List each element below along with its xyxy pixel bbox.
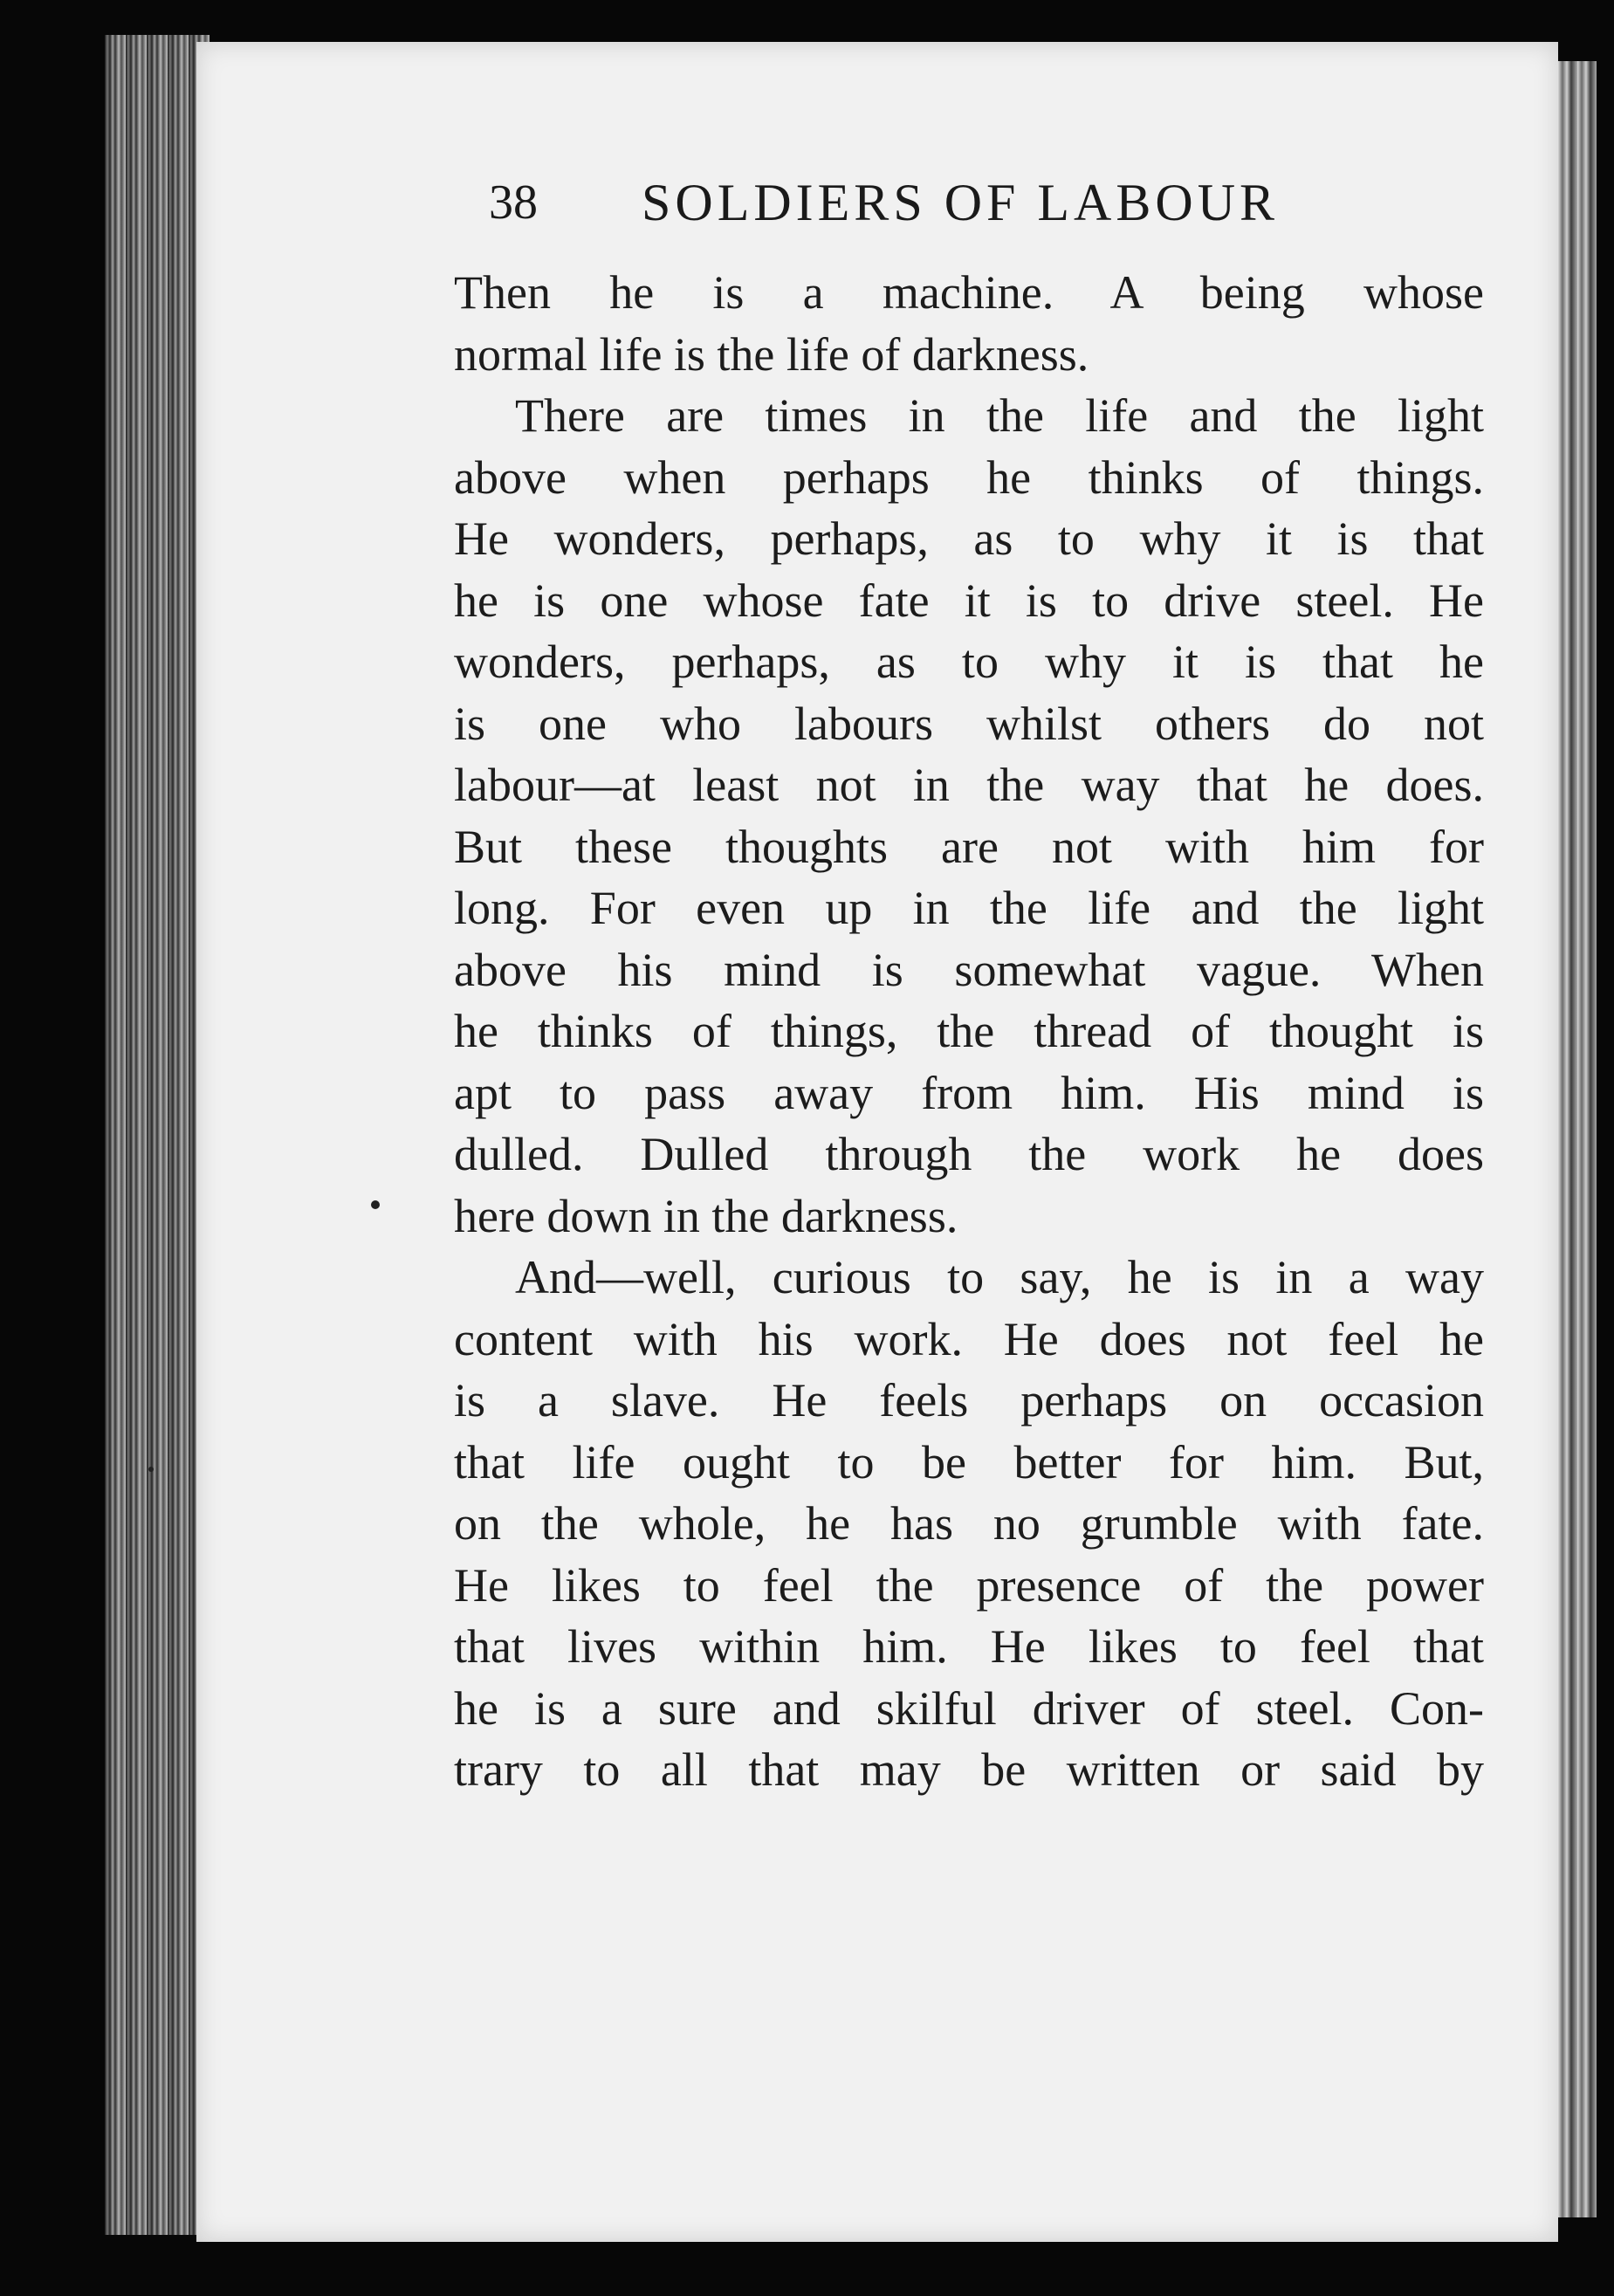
text-line: that lives within him. He likes to feel that — [454, 1620, 1484, 1673]
text-line: on the whole, he has no grumble with fate. — [454, 1497, 1484, 1550]
page-header — [467, 166, 1366, 253]
dust-speck — [148, 1467, 154, 1472]
text-line: above when perhaps he thinks of things. — [454, 450, 1484, 504]
text-line: he thinks of things, the thread of thought is — [454, 1005, 1484, 1057]
text-line: above his mind is somewhat vague. When — [454, 943, 1484, 996]
text-line: normal life is the life of darkness. — [454, 327, 1089, 381]
text-line: content with his work. He does not feel he — [454, 1312, 1484, 1365]
text-line: is a slave. He feels perhaps on occasion — [454, 1374, 1484, 1426]
right-page-edge — [1558, 61, 1597, 2217]
text-line: he is one whose fate it is to drive steel. He — [454, 574, 1484, 627]
text-line: is one who labours whilst others do not — [454, 697, 1484, 750]
text-line: And—well, curious to say, he is in a way — [515, 1251, 1484, 1303]
left-binding-gutter — [105, 35, 209, 2235]
body-text — [454, 262, 1484, 1801]
text-line: dulled. Dulled through the work he does — [454, 1128, 1484, 1180]
text-line: that life ought to be better for him. But, — [454, 1435, 1484, 1488]
paragraph — [454, 385, 1484, 1247]
text-line: long. For even up in the life and the light — [454, 882, 1484, 934]
text-line: trary to all that may be written or said by — [454, 1743, 1484, 1796]
text-line: He likes to feel the presence of the power — [454, 1558, 1484, 1612]
text-line: He wonders, perhaps, as to why it is that — [454, 512, 1484, 565]
paragraph — [454, 1247, 1484, 1801]
text-line: wonders, perhaps, as to why it is that he — [454, 636, 1484, 688]
text-line: apt to pass away from him. His mind is — [454, 1066, 1484, 1119]
dust-speck — [371, 1200, 380, 1209]
text-line: But these thoughts are not with him for — [454, 820, 1484, 873]
text-line: labour—at least not in the way that he does. — [454, 759, 1484, 811]
paragraph — [454, 262, 1484, 385]
text-line: There are times in the life and the light — [515, 389, 1484, 442]
running-title: SOLDIERS OF LABOUR — [642, 174, 1280, 231]
page-number: 38 — [489, 175, 538, 230]
text-line: here down in the darkness. — [454, 1189, 958, 1242]
text-line: he is a sure and skilful driver of steel. Con- — [454, 1681, 1484, 1735]
text-line: Then he is a machine. A being whose — [454, 266, 1484, 319]
